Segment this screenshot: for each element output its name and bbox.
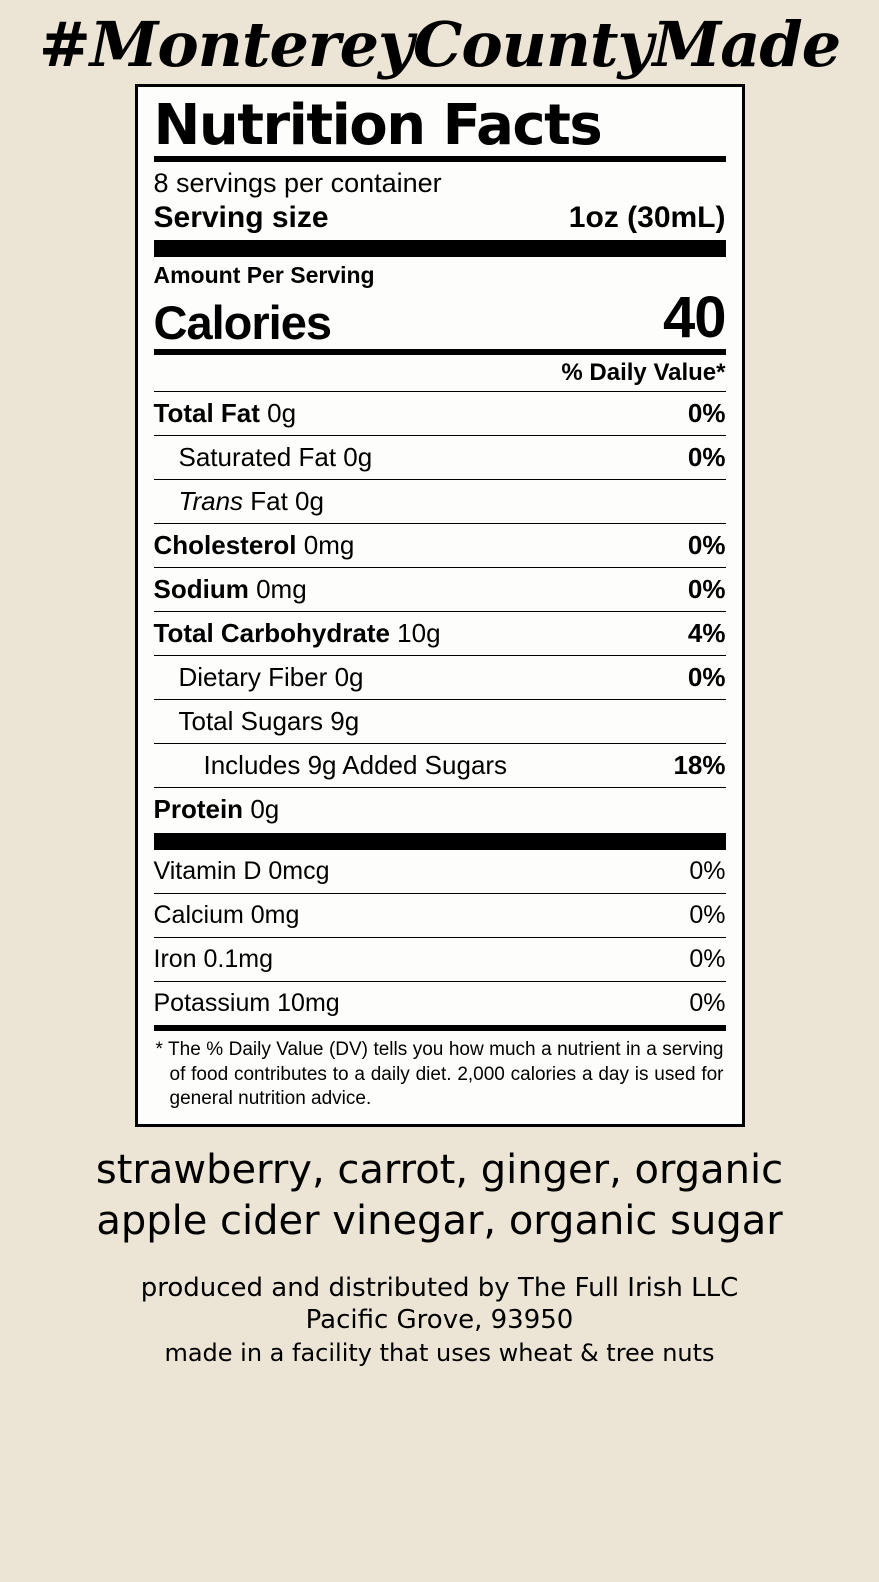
- nutrient-name: Dietary Fiber: [178, 661, 328, 692]
- producer-info: [0, 1247, 879, 1336]
- table-row: [154, 567, 726, 611]
- nutrient-name: Sodium: [153, 573, 249, 604]
- nutrient-name: Potassium 10mg: [153, 988, 340, 1017]
- nutrient-amount: 0g: [267, 397, 297, 428]
- table-row: [154, 981, 726, 1025]
- nutrient-name: Total Carbohydrate: [153, 617, 390, 648]
- producer-line-2: Pacific Grove, 93950: [305, 1305, 574, 1336]
- nutrient-name: Protein: [153, 793, 244, 824]
- calories-label: Calories: [153, 295, 331, 349]
- nutrient-name: Cholesterol: [153, 529, 297, 560]
- nutrient-name: Saturated Fat: [178, 441, 337, 472]
- nutrient-amount: 0g: [334, 661, 364, 692]
- serving-size-label: Serving size: [153, 200, 329, 234]
- table-row: [154, 699, 726, 743]
- nutrient-amount: 10g: [397, 617, 441, 648]
- nutrient-name: Vitamin D 0mcg: [153, 856, 330, 885]
- nutrient-dv: 0%: [687, 397, 726, 428]
- nutrition-facts-title: Nutrition Facts: [153, 93, 602, 158]
- table-row: [154, 435, 726, 479]
- nutrient-amount: 0mg: [256, 573, 307, 604]
- serving-size-value: 1oz (30mL): [568, 200, 726, 234]
- nutrient-amount: 0g: [343, 441, 373, 472]
- table-row: [154, 850, 726, 893]
- table-row: [154, 611, 726, 655]
- nutrient-dv: 0%: [687, 441, 726, 472]
- nutrient-name: Total Sugars: [178, 705, 324, 736]
- calories-value: 40: [662, 284, 726, 350]
- hashtag-title: #MontereyCountyMade: [38, 8, 841, 81]
- divider-thick-1: [154, 240, 726, 257]
- table-row: [154, 787, 726, 831]
- nutrient-dv: 0%: [687, 661, 726, 692]
- serving-size-row: [154, 201, 726, 240]
- nutrient-amount: Fat 0g: [250, 485, 324, 516]
- servings-per-container: 8 servings per container: [153, 168, 442, 199]
- nutrient-name: Trans: [178, 485, 244, 516]
- nutrient-dv: 0%: [687, 573, 726, 604]
- table-row: [154, 893, 726, 937]
- producer-line-1: produced and distributed by The Full Irish LLC: [140, 1273, 739, 1304]
- table-row: [154, 937, 726, 981]
- nutrient-name: Total Fat: [153, 397, 260, 428]
- amount-per-serving-label: Amount Per Serving: [153, 261, 375, 288]
- footnote-text: The % Daily Value (DV) tells you how much a nutrient in a serving of food contributes to a daily diet. 2,000 calories a day is used for general nutrition advice.: [168, 1038, 724, 1110]
- divider-thick-2: [154, 833, 726, 850]
- daily-value-header: % Daily Value*: [561, 358, 726, 386]
- table-row: [154, 479, 726, 523]
- table-row: [154, 391, 726, 435]
- nutrient-dv: 18%: [673, 749, 726, 780]
- vitamins-section: [154, 850, 726, 1025]
- nutrient-dv: 0%: [689, 944, 726, 973]
- allergen-facility-note: made in a facility that uses wheat & tree nuts: [164, 1338, 715, 1367]
- nutrient-amount: 0mg: [303, 529, 355, 560]
- nutrient-name: Iron 0.1mg: [153, 944, 274, 973]
- table-row: [154, 655, 726, 699]
- table-row: [154, 743, 726, 787]
- nutrient-dv: 4%: [687, 617, 726, 648]
- footnote-asterisk: *: [155, 1038, 163, 1060]
- calories-row: [153, 284, 726, 350]
- nutrient-dv: 0%: [689, 988, 726, 1017]
- nutrient-name: Includes 9g Added Sugars: [203, 749, 508, 780]
- nutrient-amount: 9g: [330, 705, 360, 736]
- footnote: [154, 1031, 726, 1114]
- table-row: [154, 523, 726, 567]
- nutrient-dv: 0%: [689, 900, 726, 929]
- nutrition-facts-panel: [135, 84, 745, 1127]
- nutrient-name: Calcium 0mg: [153, 900, 300, 929]
- ingredients-text: strawberry, carrot, ginger, organic apple cider vinegar, organic sugar: [95, 1146, 784, 1245]
- nutrient-dv: 0%: [687, 529, 726, 560]
- nutrient-amount: 0g: [250, 793, 280, 824]
- nutrient-dv: 0%: [689, 856, 726, 885]
